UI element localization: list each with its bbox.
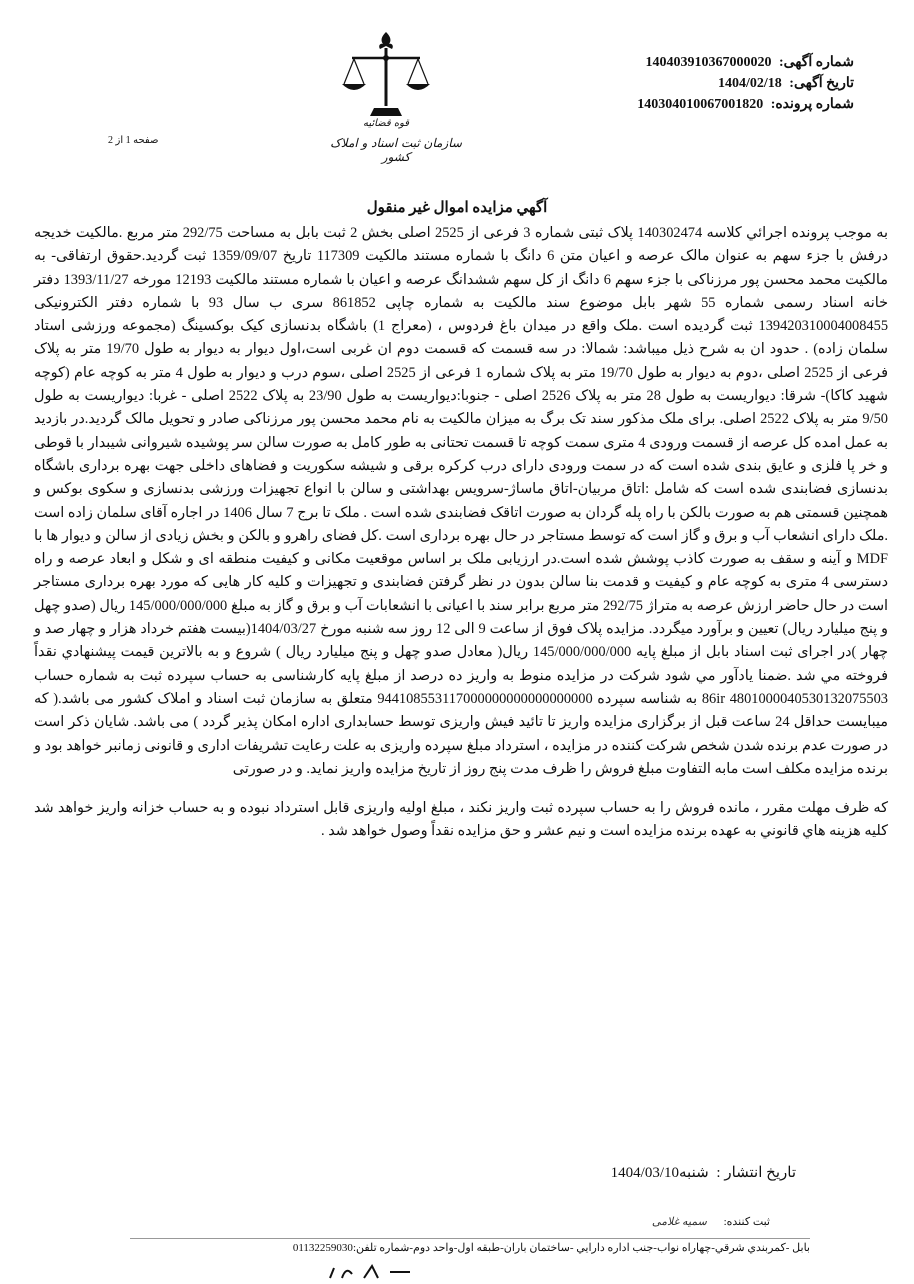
signature-mark — [320, 1262, 440, 1280]
page-number: صفحه 1 از 2 — [108, 135, 159, 146]
case-number: 140304010067001820 — [637, 97, 764, 112]
publication-date: شنبه1404/03/10 — [610, 1165, 709, 1181]
body-paragraph: به موجب پرونده اجرائي كلاسه 140302474 پلاک ثبتی شماره 3 فرعی از 2525 اصلی بخش 2 ثبت بابل به مساحت 292/75 متر مربع .مالكيت خديجه درفش با جزء سهم به عنوان مالک عرصه و اعيان متن 6 دانگ با شماره مستند مالكيت 117309 تاريخ 1359/09/07 ثبت گرديد.حقوق ارتفاقی- به مالكيت محمد محسن پور مرزناكی با جزء سهم 6 دانگ از كل سهم ششدانگ عرصه و اعيان با شماره مستند مالكيت 12193 مورخه 1393/11/27 دفتر خانه اسناد رسمی شماره 55 شهر بابل موضوع سند مالكيت به شماره چاپی 861852 سری ب سال 93 با شماره دفتر الكترونيكی 139420310004008455 ثبت گرديده است .ملک واقع در ميدان باغ فردوس ، (معراج 1) باشگاه بدنسازی كيک بوكسينگ (مجموعه ورزشی استاد سلمان زاده) . حدود ان به شرح ذيل ميباشد: شمالا: در سه قسمت كه قسمت دوم ان غربی است،اول ديوار به ديوار به طول 19/70 متر به پلاک فرعی از 2525 اصلی ،دوم به ديوار به طول 19/70 متر به پلاک شماره 1 فرعی از 2525 اصلی ،سوم درب و ديوار به طول 4 متر به كوچه عام (كوچه شهيد كاكا)- شرقا: ديواريست به طول 28 متر به پلاک 2526 اصلی - جنوبا:ديواريست به طول 23/90 به پلاک 2522 اصلی - غربا: ديواريست به طول 9/50 متر به پلاک 2522 اصلی. برای ملک مذكور سند تک برگ به ميزان مالكيت به نام محمد محسن پور مرزناكی صادر و تحويل مالک گرديد.در بازديد به عمل امده كل عرصه از قسمت ورودی 4 متری سمت كوچه تا قسمت تحتانی به طور كامل به صورت سالن سر پوشيده شيروانی شيبدار با قوطی و خر پا فلزی و عايق بندی شده است كه در سمت ورودی دارای درب كركره برقی و شيشه سكوريت و فضاهای داخلی جهت بهره برداری باشگاه بدنسازی فضابندی شده است كه شامل :اتاق مربيان-اتاق ماساژ-سرويس بهداشتی و سالن با انواع تجهيزات ورزشی بدنسازی و سكوی بوكس و همچنين قسمتی هم به صورت بالكن با راه پله گردان به صورت اتاقک فضابندی شده است . ملک تا برج 7 سال 1406 در اجاره آقای سلمان زاده است .ملک دارای انشعاب آب و برق و گاز است كه توسط مستاجر در حال بهره برداری است .كل فضای راهرو و بالكن و بخش زيادی از سالن و ديوار ها با MDF و آينه و سقف به صورت كاذب پوشش شده است.در ارزيابی ملک بر اساس موقعيت مكانی و كيفيت منطقه ای و شكل و ابعاد عرصه و راه دسترسی 4 متری به كوچه عام و كيفيت و قدمت بنا سالن بدون در نظر گرفتن فضابندی و تجهيزات و كليه كار هايی كه مورد بهره برداری مستاجر است در حال حاضر ارزش عرصه به متراژ 292/75 متر مربع برابر سند با اعيانی با انشعابات آب و برق و گاز به مبلغ 145/000/000/000 ريال (صدو چهل و پنج ميليارد ريال) تعيين و برآورد ميگردد. مزايده پلاک فوق از ساعت 9 الی 12 روز سه شنبه مورخ 1404/03/27(بيست هفتم خرداد هزار و چهار صد و چهار )در اجرای ثبت اسناد بابل از مبلغ پايه 145/000/000/000 ريال( معادل صدو چهل و پنج ميليارد ريال ) شروع و به بالاترين قيمت پيشنهادي نقداً فروخته مي شد .ضمنا يادآور مي شود شركت در مزايده منوط به واريز ده درصد از مبلغ پايه كارشناسی به حساب سپرده ثبت به شماره حساب 4801000040530132075503 86ir به شناسه سپرده 944108553117000000000000000000 متعلق به سازمان ثبت اسناد و املاک كشور می باشد.( كه ميبايست حداقل 24 ساعت قبل از برگزاری مزايده واريز تا تائيد فيش واريزی توسط حسابداری اداره امكان پذير گردد ) می باشد. شايان ذكر است در صورت عدم برنده شدن شخص شركت كننده در مزايده ، استرداد مبلغ سپرده واريزی به علت رعايت تشريفات اداری و قانونی زمانبر خواهد بود و برنده مزايده مكلف است مابه التفاوت مبلغ فروش را ظرف مدت پنج روز از تاريخ مزايده واريز نمايد. و در صورتی — [34, 225, 889, 777]
registrar-row — [652, 1215, 770, 1228]
notice-date: 1404/02/18 — [718, 76, 782, 91]
registrar-label: ثبت كننده: — [723, 1216, 770, 1228]
organization-name: سازمان ثبت اسناد و املاک کشور — [330, 136, 462, 164]
publication-date-row — [611, 1163, 796, 1182]
document-title: آگهي مزايده اموال غير منقول — [366, 200, 548, 216]
notice-date-label: تاریخ آگهی: — [789, 76, 854, 91]
notice-number: 140403910367000020 — [645, 55, 772, 70]
registrar-name: سميه غلامی — [651, 1216, 707, 1228]
case-number-row — [637, 94, 854, 115]
judiciary-emblem-icon — [336, 28, 436, 148]
notice-date-row — [637, 73, 854, 94]
document-body — [34, 222, 888, 844]
case-number-label: شماره پرونده: — [770, 97, 854, 112]
notice-number-label: شماره آگهی: — [778, 55, 854, 70]
publication-date-label: تاريخ انتشار : — [716, 1165, 796, 1181]
notice-number-row — [637, 52, 854, 73]
body-paragraph-continued: كه ظرف مهلت مقرر ، مانده فروش را به حساب سپرده ثبت واريز نكند ، مبلغ اوليه واريزی قابل استرداد نبوده و به حساب خزانه واريز خواهد شد كليه هزينه هاي قانوني به عهده برنده مزايده است و نيم عشر و حق مزايده نقداً وصول خواهد شد . — [34, 800, 888, 840]
notice-meta — [637, 52, 854, 115]
emblem-caption: قوه قضائیه — [362, 118, 410, 129]
office-address: بابل -كمربندي شرقي-چهاراه نواب-جنب اداره دارايي -ساختمان باران-طبقه اول-واحد دوم-شماره تلفن:01132259030 — [130, 1238, 810, 1254]
